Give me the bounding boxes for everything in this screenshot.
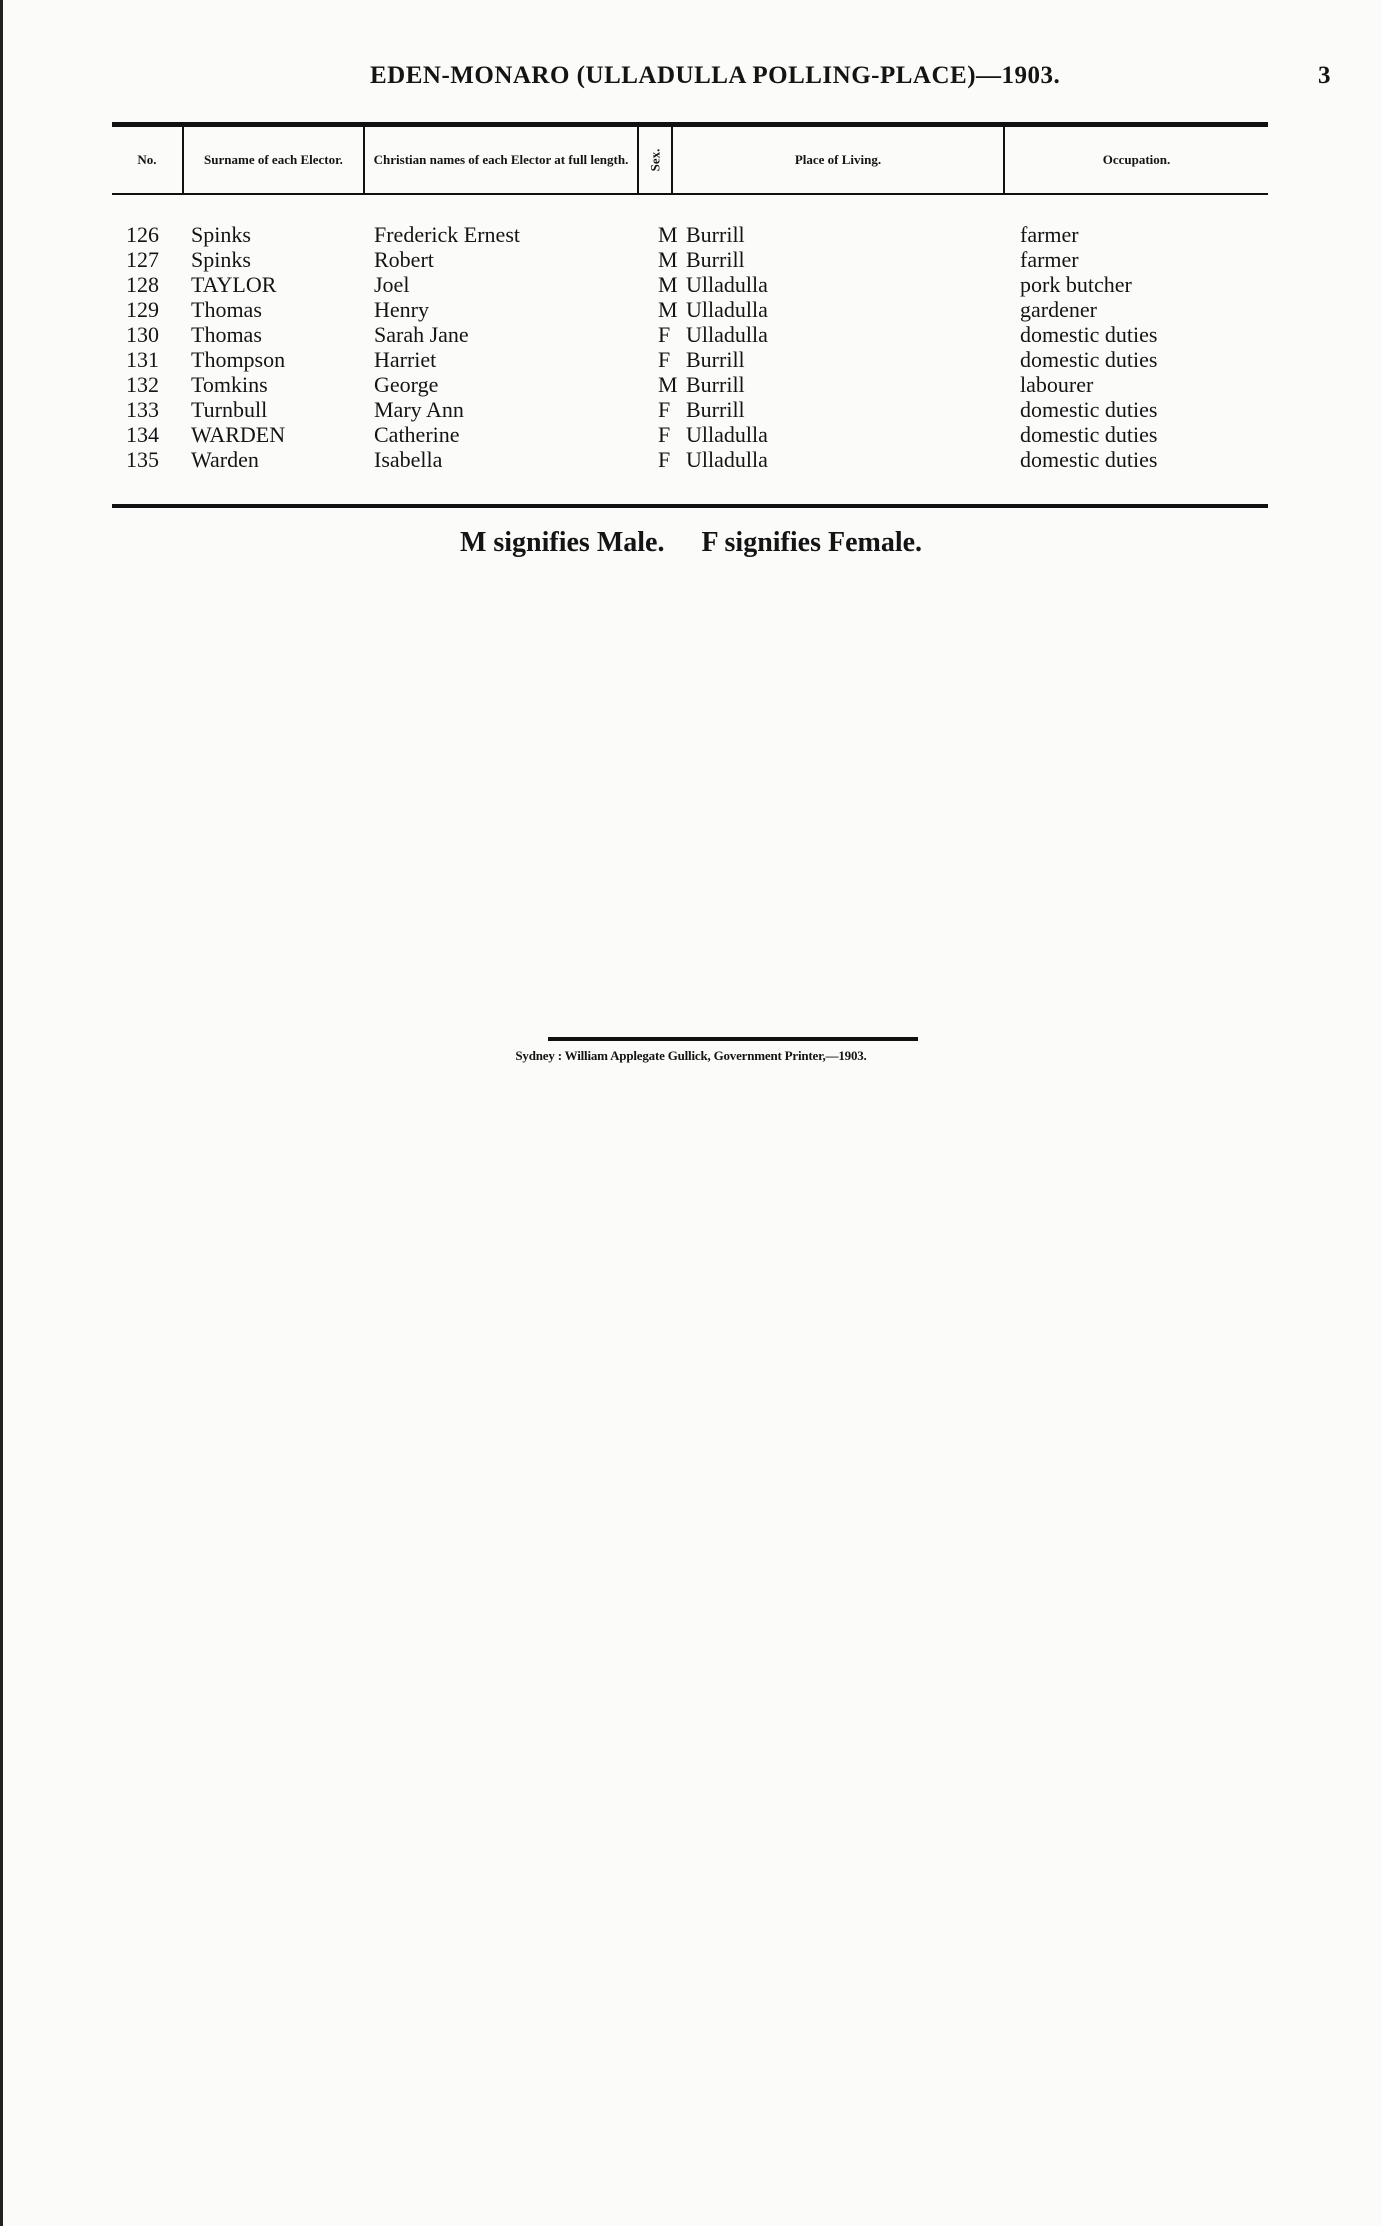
electors-list — [112, 222, 1268, 472]
elector-occupation: gardener — [1020, 297, 1097, 322]
elector-place: Ulladulla — [686, 297, 768, 322]
elector-number: 132 — [126, 372, 159, 397]
elector-number: 129 — [126, 297, 159, 322]
elector-place: Burrill — [686, 372, 745, 397]
elector-occupation: farmer — [1020, 222, 1079, 247]
table-row — [112, 397, 1268, 422]
column-header-occupation: Occupation. — [1102, 152, 1171, 167]
elector-surname: Thomas — [191, 322, 262, 347]
elector-sex: F — [658, 397, 671, 422]
elector-christian-names: Frederick Ernest — [374, 222, 520, 247]
elector-sex: F — [658, 447, 671, 472]
elector-surname: Thompson — [191, 347, 286, 372]
elector-occupation: domestic duties — [1020, 447, 1158, 472]
elector-occupation: domestic duties — [1020, 347, 1158, 372]
elector-sex: M — [658, 372, 678, 397]
elector-sex: M — [658, 272, 678, 297]
elector-place: Burrill — [686, 347, 745, 372]
elector-number: 135 — [126, 447, 159, 472]
elector-surname: Turnbull — [191, 397, 268, 422]
elector-sex: F — [658, 347, 671, 372]
elector-number: 127 — [126, 247, 159, 272]
elector-sex: M — [658, 297, 678, 322]
elector-occupation: pork butcher — [1020, 272, 1132, 297]
column-header-no: No. — [112, 127, 184, 193]
elector-occupation: domestic duties — [1020, 397, 1158, 422]
page-edge — [0, 0, 3, 2226]
table-row — [112, 272, 1268, 297]
table-row — [112, 322, 1268, 347]
table-row — [112, 447, 1268, 472]
table-row — [112, 297, 1268, 322]
elector-place: Burrill — [686, 222, 745, 247]
elector-christian-names: Robert — [374, 247, 434, 272]
elector-christian-names: Sarah Jane — [374, 322, 469, 347]
elector-occupation: domestic duties — [1020, 422, 1158, 447]
elector-sex: M — [658, 247, 678, 272]
elector-number: 128 — [126, 272, 159, 297]
column-header-surname: Surname of each Elector. — [184, 127, 365, 193]
elector-number: 134 — [126, 422, 159, 447]
elector-surname: Tomkins — [191, 372, 268, 397]
table-row — [112, 372, 1268, 397]
table-row — [112, 222, 1268, 247]
elector-place: Ulladulla — [686, 272, 768, 297]
elector-place: Ulladulla — [686, 422, 768, 447]
elector-christian-names: George — [374, 372, 439, 397]
sex-legend — [0, 527, 1382, 559]
legend-female: F signifies Female. — [701, 527, 923, 558]
column-header-place: Place of Living. — [673, 127, 1005, 193]
elector-sex: F — [658, 422, 671, 447]
elector-christian-names: Mary Ann — [374, 397, 464, 422]
printer-imprint: Sydney : William Applegate Gullick, Government Printer,—1903. — [515, 1048, 867, 1063]
elector-occupation: domestic duties — [1020, 322, 1158, 347]
page-header — [0, 62, 1382, 102]
elector-surname: TAYLOR — [191, 272, 277, 297]
table-row — [112, 347, 1268, 372]
table-row — [112, 422, 1268, 447]
elector-number: 126 — [126, 222, 159, 247]
elector-surname: Warden — [191, 447, 259, 472]
elector-sex: M — [658, 222, 678, 247]
elector-christian-names: Isabella — [374, 447, 443, 472]
imprint-rule — [548, 1037, 918, 1041]
elector-place: Burrill — [686, 397, 745, 422]
elector-christian-names: Catherine — [374, 422, 460, 447]
elector-occupation: labourer — [1020, 372, 1094, 397]
elector-sex: F — [658, 322, 671, 347]
elector-number: 131 — [126, 347, 159, 372]
elector-surname: Thomas — [191, 297, 262, 322]
column-header-christian: Christian names of each Elector at full length. — [365, 127, 639, 193]
page-title: EDEN-MONARO (ULLADULLA POLLING-PLACE)—1903. — [370, 62, 1061, 89]
table-row — [112, 247, 1268, 272]
table-header — [112, 122, 1268, 195]
elector-surname: WARDEN — [191, 422, 286, 447]
elector-place: Ulladulla — [686, 447, 768, 472]
elector-christian-names: Joel — [374, 272, 410, 297]
elector-place: Burrill — [686, 247, 745, 272]
elector-number: 130 — [126, 322, 159, 347]
legend-male: M signifies Male. — [459, 527, 665, 558]
column-header-sex: Sex. — [639, 127, 673, 193]
page-number: 3 — [1318, 62, 1331, 89]
elector-place: Ulladulla — [686, 322, 768, 347]
elector-number: 133 — [126, 397, 159, 422]
elector-surname: Spinks — [191, 247, 251, 272]
elector-christian-names: Harriet — [374, 347, 437, 372]
elector-surname: Spinks — [191, 222, 251, 247]
elector-occupation: farmer — [1020, 247, 1079, 272]
table-bottom-rule — [112, 504, 1268, 508]
elector-christian-names: Henry — [374, 297, 429, 322]
